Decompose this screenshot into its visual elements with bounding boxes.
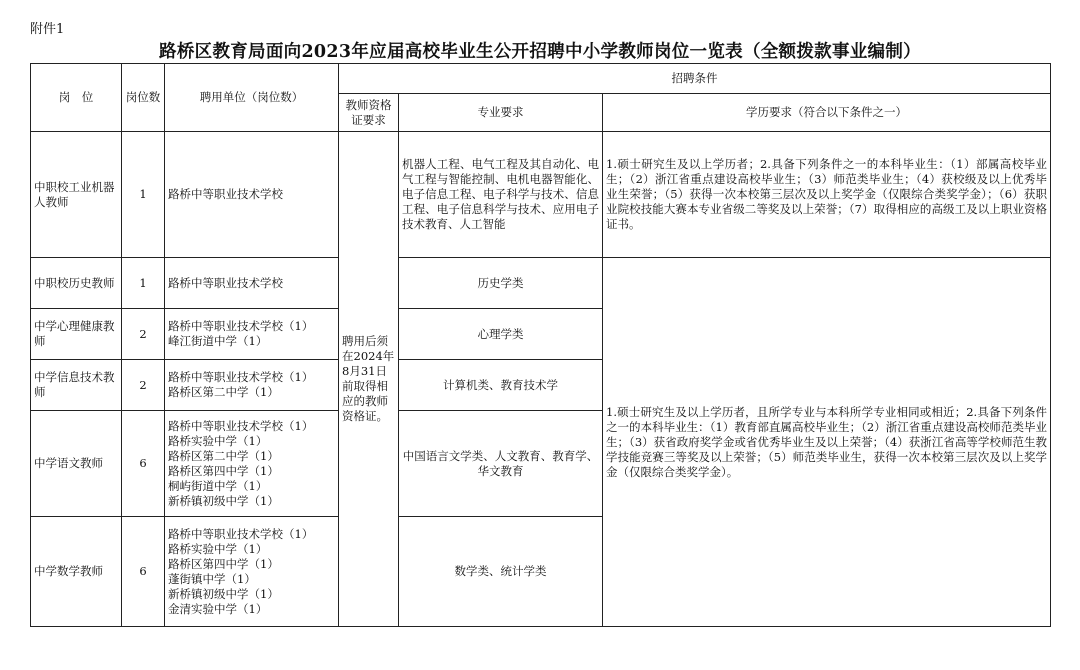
count-cell: 1 [122,132,165,258]
major-cell: 中国语言文学类、人文教育、教育学、华文教育 [399,411,603,517]
education-general-cell: 1.硕士研究生及以上学历者，且所学专业与本科所学专业相同或相近；2.具备下列条件之一的本科毕业生：（1）教育部直属高校毕业生；（2）浙江省重点建设高校师范类毕业生；（3）获省政府奖学金或省优秀毕业生及以上荣誉；（4）获浙江省高等学校师范生教学技能竞赛三等奖及以上荣誉；（5）师范类毕业生，获得一次本校第三层次及以上奖学金（仅限综合类奖学金）。 [603,258,1051,627]
cert-requirement-cell: 聘用后须在2024年8月31日前取得相应的教师资格证。 [339,132,399,627]
post-cell: 中学语文教师 [31,411,122,517]
unit-line: 路桥中等职业技术学校（1） [168,370,314,384]
unit-cell [165,517,339,627]
unit-line: 路桥区第四中学（1） [168,463,279,478]
post-cell: 中职校历史教师 [31,258,122,309]
header-count: 岗位数 [122,64,165,132]
unit-line: 路桥实验中学（1） [168,433,268,448]
major-cell: 心理学类 [399,309,603,360]
major-cell: 机器人工程、电气工程及其自动化、电气工程与智能控制、电机电器智能化、电子信息工程、电子科学与技术、信息工程、电子信息科学与技术、应用电子技术教育、人工智能 [399,132,603,258]
count-cell: 1 [122,258,165,309]
unit-line: 路桥中等职业技术学校（1） [168,319,314,333]
unit-line: 新桥镇初级中学（1） [168,493,279,508]
unit-cell: 路桥中等职业技术学校 [165,258,339,309]
count-cell: 6 [122,517,165,627]
unit-line: 桐屿街道中学（1） [168,478,268,493]
unit-line: 蓬街镇中学（1） [168,571,256,586]
unit-line: 路桥实验中学（1） [168,541,268,556]
unit-line: 路桥中等职业技术学校（1） [168,526,314,541]
header-conditions: 招聘条件 [339,64,1051,94]
unit-cell: 路桥中等职业技术学校 [165,132,339,258]
unit-line: 路桥区第二中学（1） [168,385,279,399]
post-cell: 中职校工业机器人教师 [31,132,122,258]
count-cell: 2 [122,360,165,411]
header-education: 学历要求（符合以下条件之一） [603,94,1051,132]
count-cell: 2 [122,309,165,360]
major-cell: 计算机类、教育技术学 [399,360,603,411]
count-cell: 6 [122,411,165,517]
unit-cell [165,360,339,411]
page-title: 路桥区教育局面向2023年应届高校毕业生公开招聘中小学教师岗位一览表（全额拨款事业编制） [159,42,921,62]
unit-cell [165,411,339,517]
post-cell: 中学心理健康教师 [31,309,122,360]
post-cell: 中学信息技术教师 [31,360,122,411]
table-row [31,258,1051,309]
unit-line: 新桥镇初级中学（1） [168,586,279,601]
major-cell: 历史学类 [399,258,603,309]
unit-cell [165,309,339,360]
education-cell: 1.硕士研究生及以上学历者；2.具备下列条件之一的本科毕业生：（1）部属高校毕业生；（2）浙江省重点建设高校毕业生；（3）师范类毕业生；（4）获校级及以上优秀毕业生荣誉；（5）获得一次本校第三层次及以上奖学金（仅限综合类奖学金）；（6）获职业院校技能大赛本专业省级二等奖及以上荣誉；（7）取得相应的高级工及以上职业资格证书。 [603,132,1051,258]
unit-line: 路桥区第二中学（1） [168,448,279,463]
header-post: 岗 位 [31,64,122,132]
attachment-label: 附件1 [30,22,65,37]
table-row [31,132,1051,258]
unit-line: 峰江街道中学（1） [168,334,268,348]
unit-line: 路桥区第四中学（1） [168,556,279,571]
header-unit: 聘用单位（岗位数） [165,64,339,132]
unit-line: 路桥中等职业技术学校（1） [168,418,314,433]
header-cert: 教师资格证要求 [339,94,399,132]
unit-line: 金清实验中学（1） [168,601,268,616]
major-cell: 数学类、统计学类 [399,517,603,627]
recruitment-table [30,63,1051,627]
post-cell: 中学数学教师 [31,517,122,627]
header-major: 专业要求 [399,94,603,132]
